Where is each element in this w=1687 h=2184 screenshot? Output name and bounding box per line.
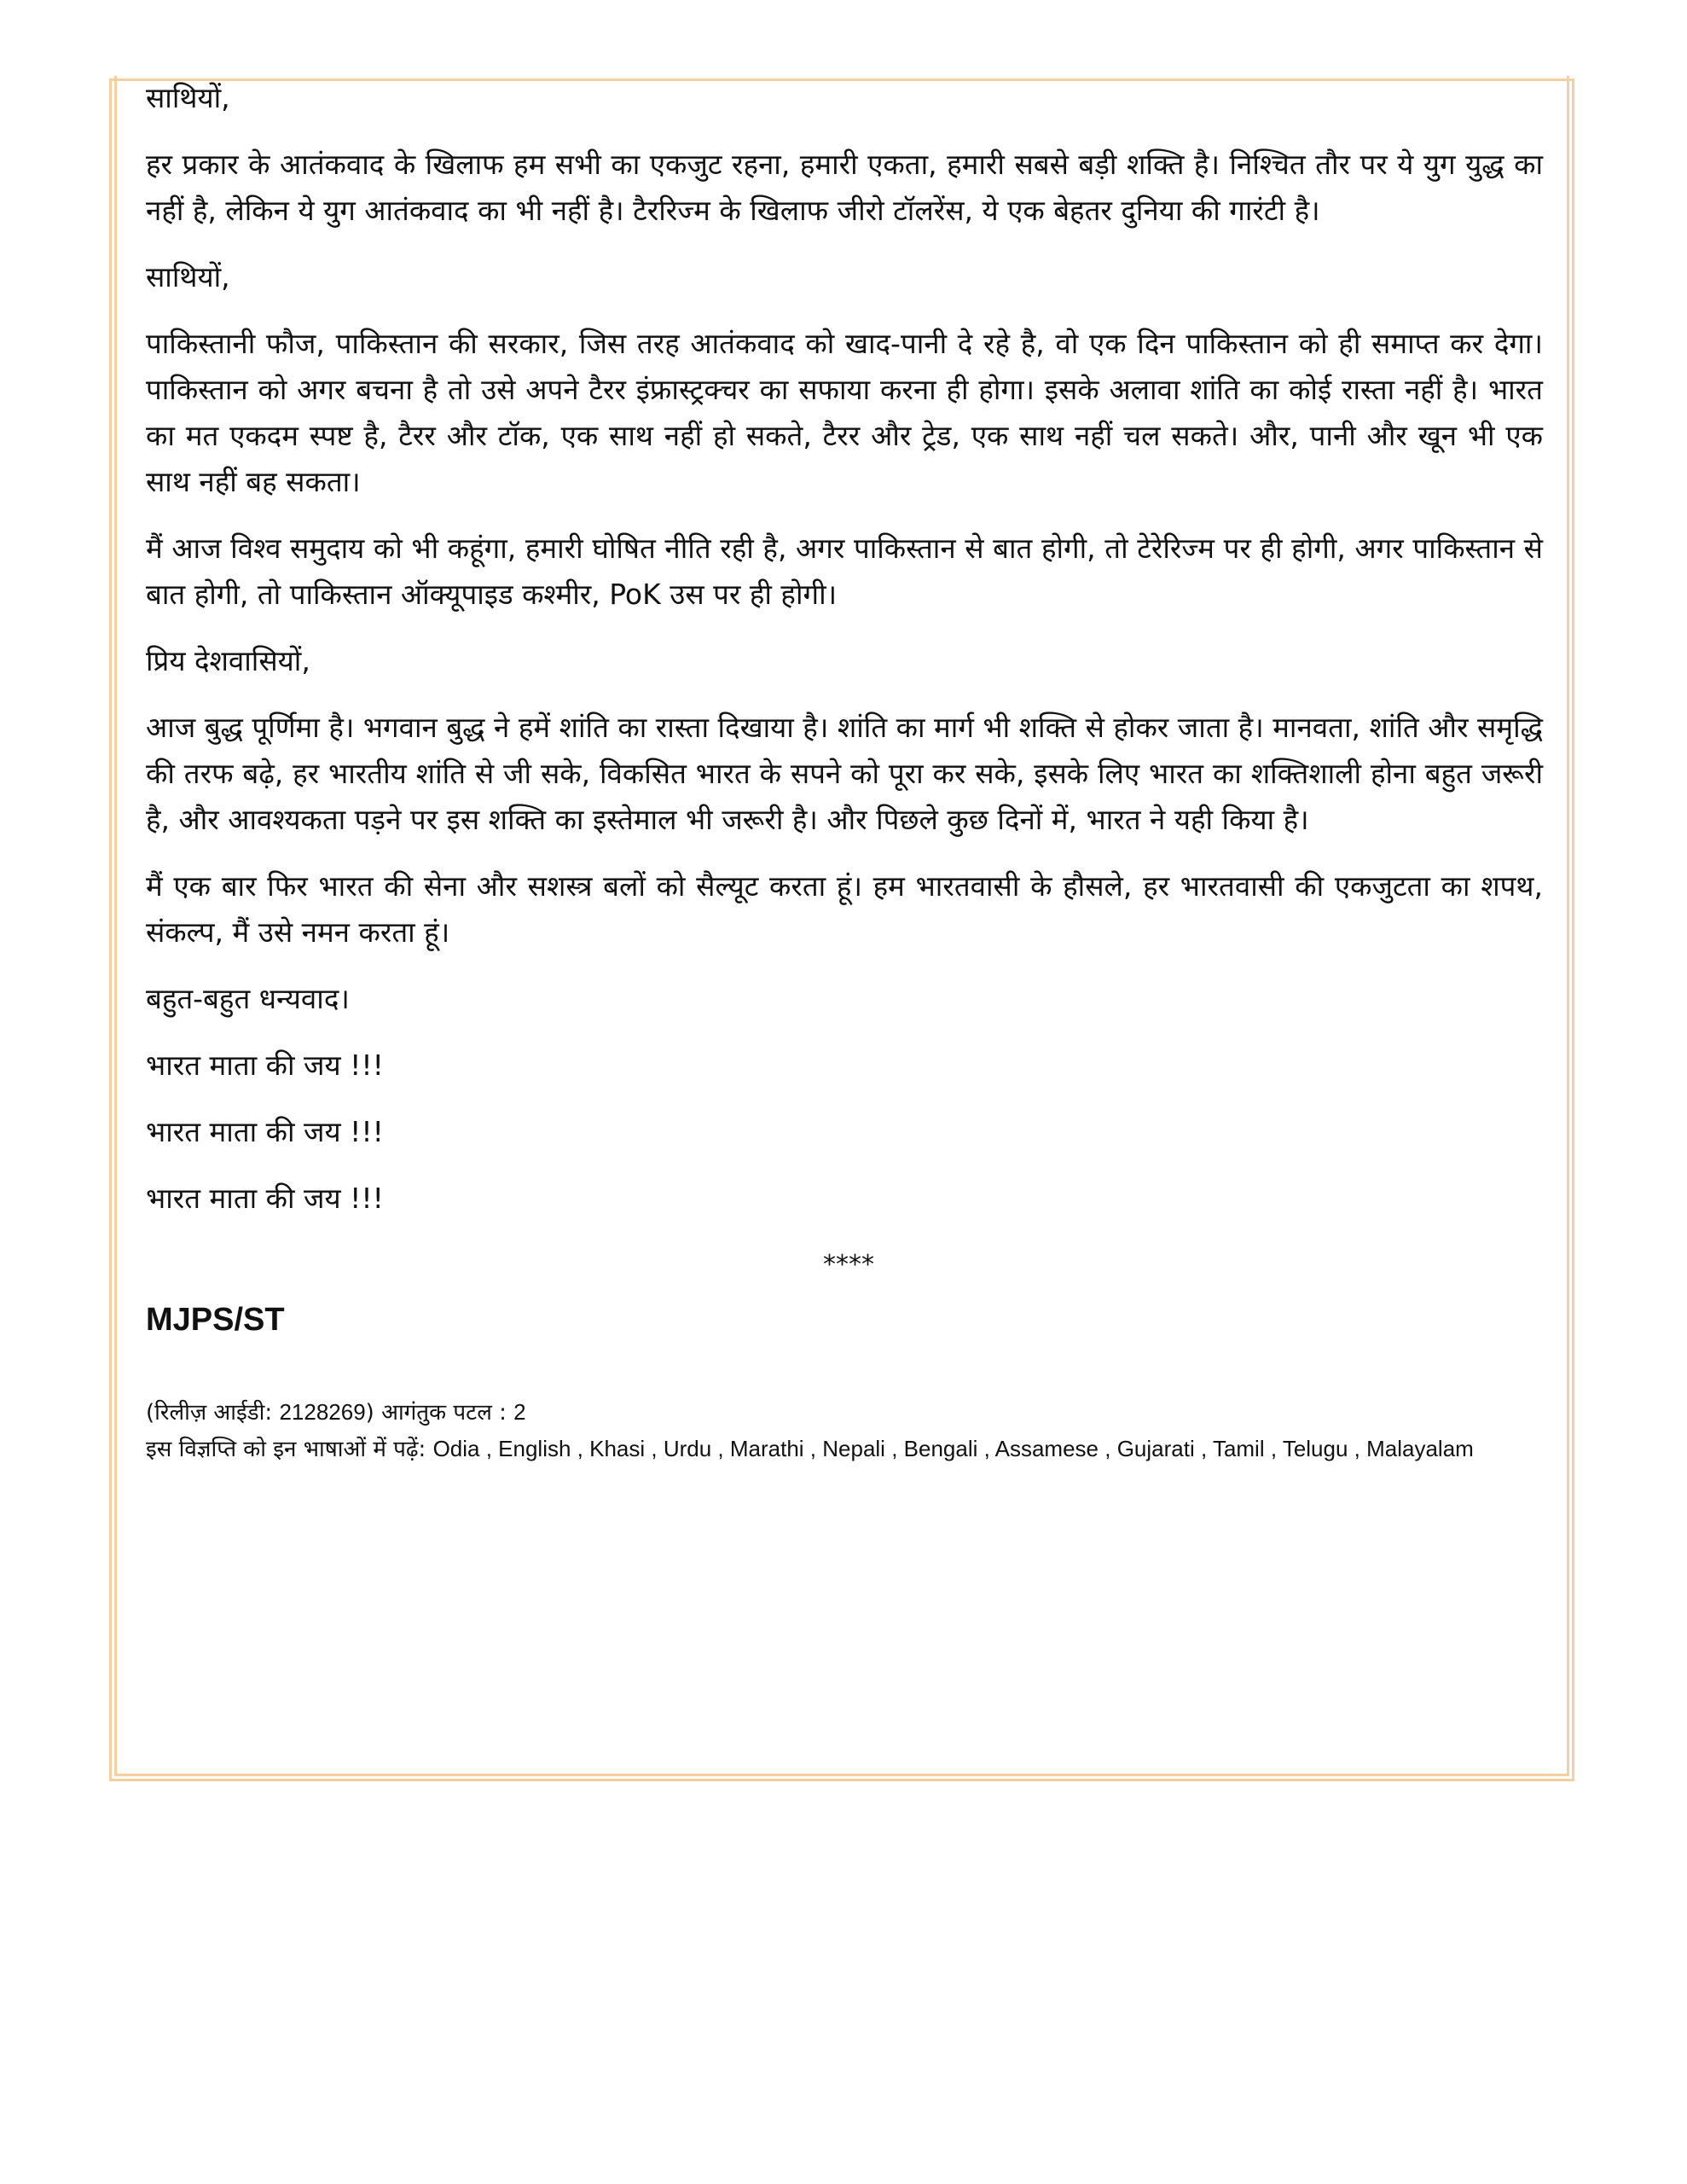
visitor-counter-value: 2 — [513, 1399, 526, 1425]
language-link[interactable]: Gujarati — [1116, 1436, 1195, 1461]
greeting-line: बहुत-बहुत धन्यवाद। — [146, 982, 350, 1015]
language-link[interactable]: Khasi — [589, 1436, 646, 1461]
greeting-line: साथियों, — [146, 260, 230, 293]
visitor-counter-label: आगंतुक पटल : — [381, 1400, 514, 1426]
paragraph: हर प्रकार के आतंकवाद के खिलाफ हम सभी का एकजुट रहना, हमारी एकता, हमारी सबसे बड़ी शक्ति है। निश्चित तौर पर ये युग युद्ध का नहीं है, लेकिन ये युग आतंकवाद का भी नहीं है। टैररिज्म के खिलाफ जीरो टॉलरेंस, ये एक बेहतर दुनिया की गारंटी है। — [146, 148, 1543, 227]
release-info — [146, 1394, 1543, 1431]
language-separator: , — [571, 1436, 590, 1461]
language-link[interactable]: Malayalam — [1366, 1436, 1474, 1461]
language-separator: , — [977, 1436, 995, 1461]
slogan-line: भारत माता की जय !!! — [146, 1048, 384, 1082]
language-link[interactable]: English — [498, 1436, 571, 1461]
language-links — [146, 1431, 1543, 1467]
slogan-line: भारत माता की जय !!! — [146, 1182, 384, 1215]
separator-stars: **** — [823, 1250, 874, 1280]
paragraph: पाकिस्तानी फौज, पाकिस्तान की सरकार, जिस तरह आतंकवाद को खाद-पानी दे रहे है, वो एक दिन पाकिस्तान को ही समाप्त कर देगा। पाकिस्तान को अगर बचना है तो उसे अपने टैरर इंफ्रास्ट्रक्चर का सफाया करना ही होगा। इसके अलावा शांति का कोई रास्ता नहीं है। भारत का मत एकदम स्पष्ट है, टैरर और टॉक, एक साथ नहीं हो सकते, टैरर और ट्रेड, एक साथ नहीं चल सकते। और, पानी और खून भी एक साथ नहीं बह सकता। — [146, 327, 1543, 498]
language-link[interactable]: Odia — [432, 1436, 480, 1461]
language-separator: , — [803, 1436, 823, 1461]
languages-label: इस विज्ञप्ति को इन भाषाओं में पढ़ें: — [146, 1437, 433, 1462]
language-separator: , — [884, 1436, 904, 1461]
language-link[interactable]: Marathi — [729, 1436, 804, 1461]
slogan-line: भारत माता की जय !!! — [146, 1115, 384, 1148]
paragraph: मैं आज विश्व समुदाय को भी कहूंगा, हमारी घोषित नीति रही है, अगर पाकिस्तान से बात होगी, तो टेरेरिज्म पर ही होगी, अगर पाकिस्तान से बात होगी, तो पाकिस्तान ऑक्यूपाइड कश्मीर, PoK उस पर ही होगी। — [146, 531, 1543, 611]
language-separator: , — [1194, 1436, 1213, 1461]
language-link[interactable]: Urdu — [663, 1436, 712, 1461]
language-link[interactable]: Tamil — [1212, 1436, 1265, 1461]
greeting-line: प्रिय देशवासियों, — [146, 644, 310, 677]
greeting-line: साथियों, — [146, 81, 230, 114]
language-separator: , — [711, 1436, 730, 1461]
paragraph: आज बुद्ध पूर्णिमा है। भगवान बुद्ध ने हमें शांति का रास्ता दिखाया है। शांति का मार्ग भी शक्ति से होकर जाता है। मानवता, शांति और समृद्धि की तरफ बढ़े, हर भारतीय शांति से जी सके, विकसित भारत के सपने को पूरा कर सके, इसके लिए भारत का शक्तिशाली होना बहुत जरूरी है, और आवश्यकता पड़ने पर इस शक्ति का इस्तेमाल भी जरूरी है। और पिछले कुछ दिनों में, भारत ने यही किया है। — [146, 711, 1544, 836]
language-link[interactable]: Assamese — [994, 1436, 1099, 1461]
language-separator: , — [645, 1436, 664, 1461]
language-separator: , — [1264, 1436, 1283, 1461]
signature-code: MJPS/ST — [146, 1302, 285, 1338]
language-link[interactable]: Nepali — [822, 1436, 885, 1461]
language-link[interactable]: Telugu — [1282, 1436, 1348, 1461]
release-id-suffix: ) — [365, 1400, 374, 1426]
language-separator: , — [479, 1436, 499, 1461]
language-separator: , — [1348, 1436, 1367, 1461]
release-id-prefix: (रिलीज़ आईडी: — [146, 1400, 280, 1426]
paragraph: मैं एक बार फिर भारत की सेना और सशस्त्र बलों को सैल्यूट करता हूं। हम भारतवासी के हौसले, हर भारतवासी की एकजुटता का शपथ, संकल्प, मैं उसे नमन करता हूं। — [146, 869, 1543, 949]
language-list — [433, 1436, 1474, 1461]
press-release-body — [146, 75, 1543, 1467]
speech-text — [146, 75, 1543, 1222]
release-id: 2128269 — [279, 1399, 366, 1425]
language-link[interactable]: Bengali — [903, 1436, 978, 1461]
language-separator: , — [1099, 1436, 1117, 1461]
